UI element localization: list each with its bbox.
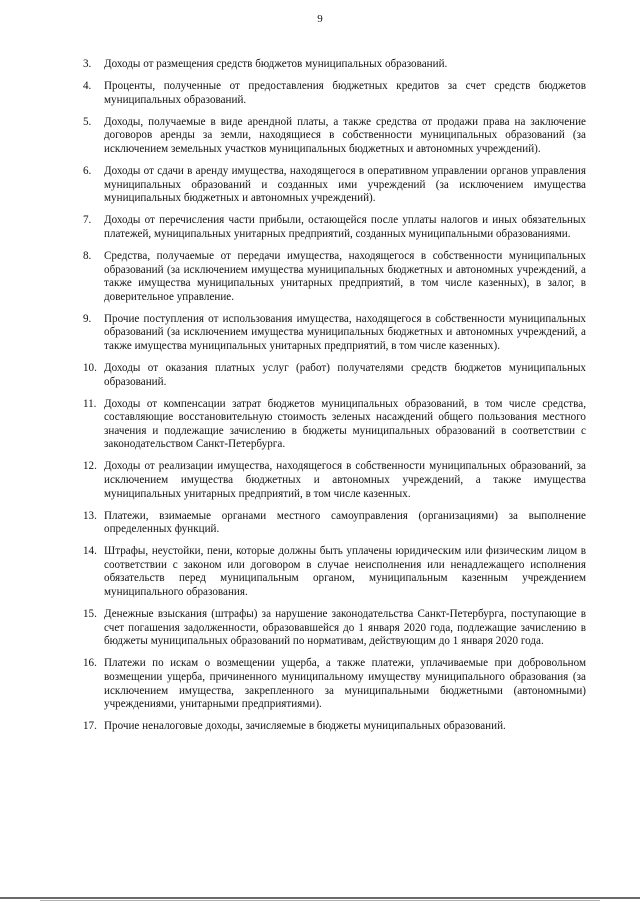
- item-number: 10.: [83, 362, 97, 374]
- item-text: Прочие неналоговые доходы, зачисляемые в бюджеты муниципальных образований.: [104, 720, 506, 733]
- list-item: [83, 250, 586, 304]
- item-number: 3.: [83, 58, 92, 70]
- item-text: Платежи по искам о возмещении ущерба, а также платежи, уплачиваемые при добровольном возмещении ущерба, причиненного муниципальному имуществу муниципального образования (за исключением имущества, закрепленного за муниципальными бюджетными (автономными) учреждениями, унитарными предприятиями).: [104, 657, 586, 711]
- list-item: [83, 720, 586, 734]
- list-item: [83, 545, 586, 599]
- item-text: Доходы от компенсации затрат бюджетов муниципальных образований, в том числе средства, составляющие восстановительную стоимость зеленых насаждений общего пользования местного значения и подлежащие зачислению в бюджеты муниципальных образований в соответствии с законодательством Санкт-Петербурга.: [104, 397, 586, 451]
- list-item: [83, 214, 586, 241]
- page-number: 9: [317, 13, 323, 25]
- item-text: Прочие поступления от использования имущества, находящегося в собственности муниципальных образований (за исключением имущества муниципальных бюджетных и автономных учреждений, а также имущества муниципальных унитарных предприятий, в том числе казенных).: [104, 312, 586, 352]
- scan-edge-line: [0, 897, 640, 899]
- list-item: [83, 58, 586, 72]
- revenue-list: [83, 58, 586, 742]
- item-number: 16.: [83, 657, 97, 670]
- list-item: [83, 362, 586, 389]
- list-item: [83, 116, 586, 157]
- item-text: Доходы от перечисления части прибыли, остающейся после уплаты налогов и иных обязательных платежей, муниципальных унитарных предприятий, созданных муниципальными образованиями.: [104, 214, 586, 240]
- item-number: 17.: [83, 720, 97, 733]
- item-number: 13.: [83, 509, 97, 522]
- list-item: [83, 313, 586, 354]
- item-number: 4.: [83, 80, 92, 93]
- list-item: [83, 398, 586, 452]
- item-number: 12.: [83, 460, 97, 473]
- item-text: Доходы, получаемые в виде арендной платы, а также средства от продажи права на заключение договоров аренды за земли, находящиеся в собственности муниципальных образований (за исключением земельных участков муниципальных бюджетных и автономных учреждений).: [104, 115, 586, 155]
- item-text: Денежные взыскания (штрафы) за нарушение законодательства Санкт-Петербурга, поступающие в счет погашения задолженности, образовавшейся до 1 января 2020 года, подлежащие зачислению в бюджеты муниципальных образований по нормативам, действующим до 1 января 2020 года.: [104, 608, 586, 648]
- list-item: [83, 165, 586, 206]
- item-text: Штрафы, неустойки, пени, которые должны быть уплачены юридическим или физическим лицом в соответствии с законом или договором в случае неисполнения или ненадлежащего исполнения обязательств перед муниципальным органом, муниципальным казенным учреждением муниципального образования.: [104, 545, 586, 599]
- item-text: Доходы от реализации имущества, находящегося в собственности муниципальных образований, за исключением имущества бюджетных и автономных учреждений, а также имущества муниципальных унитарных предприятий, в том числе казенных.: [104, 460, 586, 500]
- item-text: Доходы от размещения средств бюджетов муниципальных образований.: [104, 58, 448, 70]
- item-number: 5.: [83, 115, 92, 128]
- item-number: 8.: [83, 249, 92, 262]
- item-number: 14.: [83, 545, 97, 558]
- list-item: [83, 80, 586, 107]
- item-text: Проценты, полученные от предоставления бюджетных кредитов за счет средств бюджетов муниципальных образований.: [104, 80, 586, 106]
- list-item: [83, 657, 586, 711]
- list-item: [83, 510, 586, 537]
- item-number: 9.: [83, 312, 92, 325]
- list-item: [83, 460, 586, 501]
- list-item: [83, 608, 586, 649]
- item-text: Платежи, взимаемые органами местного самоуправления (организациями) за выполнение определенных функций.: [104, 509, 586, 536]
- scan-edge-line-faint: [40, 900, 600, 901]
- item-number: 15.: [83, 608, 97, 621]
- item-text: Доходы от оказания платных услуг (работ) получателями средств бюджетов муниципальных образований.: [104, 362, 586, 388]
- item-number: 11.: [83, 397, 97, 410]
- item-number: 7.: [83, 214, 92, 227]
- item-text: Доходы от сдачи в аренду имущества, находящегося в оперативном управлении органов управления муниципальных образований и созданных ими учреждений (за исключением имущества муниципальных бюджетных и автономных учреждений).: [104, 165, 586, 205]
- item-text: Средства, получаемые от передачи имущества, находящегося в собственности муниципальных образований (за исключением имущества муниципальных бюджетных и автономных учреждений, а также имущества муниципальных унитарных предприятий, в том числе казенных), в залог, в доверительное управление.: [104, 249, 586, 303]
- item-number: 6.: [83, 165, 92, 178]
